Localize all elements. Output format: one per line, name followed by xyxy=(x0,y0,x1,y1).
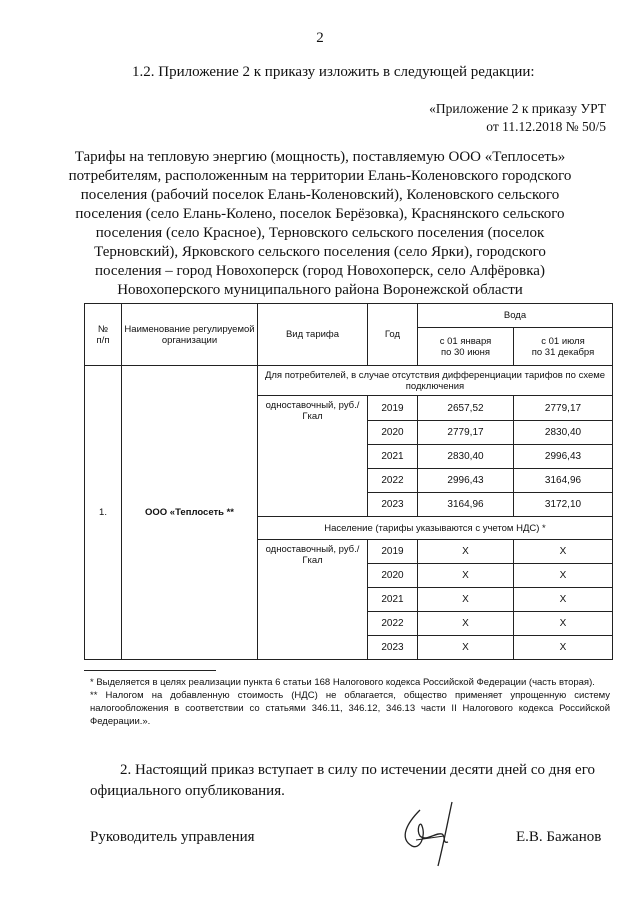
section-label: Население (тарифы указываются с учетом НДС) * xyxy=(258,517,613,540)
year-cell: 2023 xyxy=(368,493,418,517)
value-cell: Х xyxy=(514,564,613,588)
header-year: Год xyxy=(368,304,418,366)
year-cell: 2020 xyxy=(368,421,418,445)
value-cell: Х xyxy=(418,564,514,588)
title-line: поселения (село Красное), Терновского сельского поселения (поселок xyxy=(95,225,545,241)
value-cell: Х xyxy=(514,636,613,660)
header-tariff-type: Вид тарифа xyxy=(258,304,368,366)
value-cell: Х xyxy=(514,588,613,612)
appendix-reference-line1: «Приложение 2 к приказу УРТ xyxy=(429,101,606,116)
title-line: Новохоперского муниципального района Воронежской области xyxy=(117,282,523,298)
header-organization: Наименование регулируемой организации xyxy=(122,304,258,366)
footnote-1: * Выделяется в целях реализации пункта 6 статьи 168 Налогового кодекса Российской Федерации (часть вторая). xyxy=(90,677,595,688)
row-number: 1. xyxy=(85,366,122,660)
year-cell: 2023 xyxy=(368,636,418,660)
value-cell: 2779,17 xyxy=(514,396,613,421)
section-label: Для потребителей, в случае отсутствия дифференциации тарифов по схеме подключения xyxy=(258,366,613,396)
value-cell: 2830,40 xyxy=(418,445,514,469)
year-cell: 2022 xyxy=(368,612,418,636)
header-period-1: с 01 января по 30 июня xyxy=(418,328,514,366)
value-cell: 3164,96 xyxy=(418,493,514,517)
value-cell: Х xyxy=(514,612,613,636)
signatory-role: Руководитель управления xyxy=(90,829,255,845)
title-line: Терновский), Ярковского сельского поселения (село Ярки), городского xyxy=(94,244,546,260)
tariff-type: одноставочный, руб./Гкал xyxy=(258,396,368,517)
tariff-table xyxy=(84,303,613,660)
value-cell: Х xyxy=(418,612,514,636)
clause-1-2: 1.2. Приложение 2 к приказу изложить в следующей редакции: xyxy=(132,64,535,80)
footnote-2: ** Налогом на добавленную стоимость (НДС) не облагается, общество применяет упрощенную систему налогообложения в соответствии со статьями 346.11, 346.12, 346.13 части II Налогового кодекса Российской Федерации.». xyxy=(90,690,610,727)
organization-name: ООО «Теплосеть ** xyxy=(122,366,258,660)
value-cell: 2996,43 xyxy=(418,469,514,493)
title-line: потребителям, расположенным на территории Елань-Коленовского городского xyxy=(68,168,572,184)
value-cell: Х xyxy=(418,636,514,660)
header-num: № п/п xyxy=(85,304,122,366)
clause-2 xyxy=(90,760,612,802)
year-cell: 2020 xyxy=(368,564,418,588)
value-cell: Х xyxy=(514,540,613,564)
year-cell: 2019 xyxy=(368,540,418,564)
title-line: Тарифы на тепловую энергию (мощность), поставляемую ООО «Теплосеть» xyxy=(74,149,566,165)
signatory-name: Е.В. Бажанов xyxy=(516,829,602,845)
value-cell: 3172,10 xyxy=(514,493,613,517)
value-cell: 2996,43 xyxy=(514,445,613,469)
value-cell: 2830,40 xyxy=(514,421,613,445)
value-cell: 2657,52 xyxy=(418,396,514,421)
title-line: поселения (село Елань-Колено, поселок Берёзовка), Краснянского сельского xyxy=(75,206,565,222)
clause-2-line1: 2. Настоящий приказ вступает в силу по истечении десяти дней со дня его xyxy=(120,762,595,778)
year-cell: 2019 xyxy=(368,396,418,421)
year-cell: 2021 xyxy=(368,588,418,612)
tariff-type: одноставочный, руб./Гкал xyxy=(258,540,368,660)
footnotes xyxy=(90,676,610,728)
appendix-reference-line2: от 11.12.2018 № 50/5 xyxy=(486,119,606,134)
value-cell: Х xyxy=(418,588,514,612)
value-cell: 2779,17 xyxy=(418,421,514,445)
signature-stroke xyxy=(405,810,448,847)
footnote-separator xyxy=(84,670,216,671)
handwritten-signature xyxy=(390,796,480,870)
year-cell: 2022 xyxy=(368,469,418,493)
appendix-reference xyxy=(429,100,606,136)
title-line: поселения (рабочий поселок Елань-Коленовский), Коленовского сельского xyxy=(80,187,560,203)
header-water: Вода xyxy=(418,304,613,328)
clause-2-line2: официального опубликования. xyxy=(90,783,285,799)
document-title xyxy=(60,148,580,300)
page-number: 2 xyxy=(316,30,324,46)
title-line: поселения – город Новохоперск (город Новохоперск, село Алфёровка) xyxy=(95,263,545,279)
value-cell: Х xyxy=(418,540,514,564)
header-period-2: с 01 июля по 31 декабря xyxy=(514,328,613,366)
value-cell: 3164,96 xyxy=(514,469,613,493)
year-cell: 2021 xyxy=(368,445,418,469)
section-label-row xyxy=(85,366,613,396)
